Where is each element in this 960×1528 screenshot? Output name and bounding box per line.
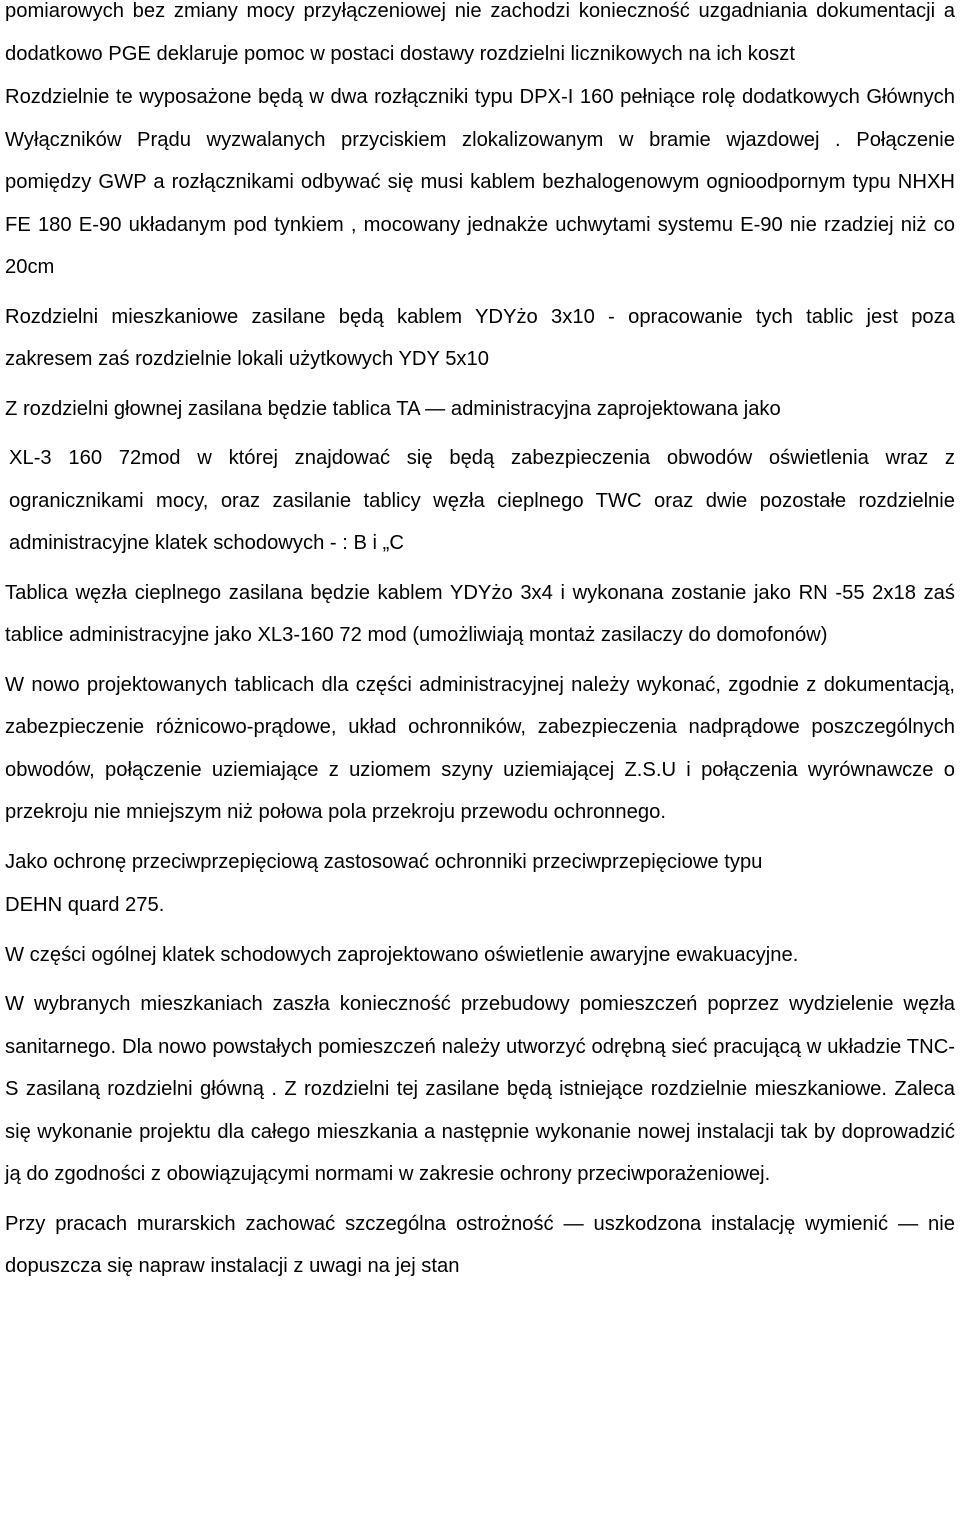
paragraph-heat-node-board: Tablica węzła cieplnego zasilana będzie kablem YDYżo 3x4 i wykonana zostanie jako RN -55 2x18 zaś tablice administracyjne jako XL3-160 72 mod (umożliwiają montaż zasilaczy do domofonów) <box>5 581 955 646</box>
paragraph-masonry-works: Przy pracach murarskich zachować szczególna ostrożność — uszkodzona instalację wymienić — nie dopuszcza się napraw instalacji z uwagi na jej stan <box>5 1212 955 1277</box>
paragraph-apartment-boards: Rozdzielni mieszkaniowe zasilane będą kablem YDYżo 3x10 - opracowanie tych tablic jest poza zakresem zaś rozdzielnie lokali użytkowych YDY 5x10 <box>5 305 955 370</box>
paragraph-pge-measurement: pomiarowych bez zmiany mocy przyłączeniowej nie zachodzi konieczność uzgadniania dokumentacji a dodatkowo PGE deklaruje pomoc w postaci dostawy rozdzielni licznikowych na ich koszt <box>5 0 955 65</box>
paragraph-apartment-rebuild: W wybranych mieszkaniach zaszła konieczność przebudowy pomieszczeń poprzez wydzielenie węzła sanitarnego. Dla nowo powstałych pomieszczeń należy utworzyć odrębną sieć pracującą w układzie TNC-S zasilaną rozdzielni główną . Z rozdzielni tej zasilane będą istniejące rozdzielnie mieszkaniowe. Zaleca się wykonanie projektu dla całego mieszkania a następnie wykonanie nowej instalacji tak by doprowadzić ją do zgodności z obowiązującymi normami w zakresie ochrony przeciwporażeniowej. <box>5 993 955 1185</box>
paragraph-surge-protection: Jako ochronę przeciwprzepięciową zastosować ochronniki przeciwprzepięciowe typu <box>5 850 763 873</box>
paragraph-admin-boards-protection: W nowo projektowanych tablicach dla części administracyjnej należy wykonać, zgodnie z dokumentacją, zabezpieczenie różnicowo-prądowe, układ ochronników, zabezpieczenia nadprądowe poszczególnych obwodów, połączenie uziemiające z uziomem szyny uziemiającej Z.S.U i połączenia wyrównawcze o przekroju nie mniejszym niż połowa pola przekroju przewodu ochronnego. <box>5 673 955 823</box>
paragraph-dehn-guard: DEHN quard 275. <box>5 894 165 916</box>
paragraph-main-board-ta: Z rozdzielni głownej zasilana będzie tablica TA — administracyjna zaprojektowana jako <box>5 397 781 420</box>
paragraph-switch-disconnectors: Rozdzielnie te wyposażone będą w dwa rozłączniki typu DPX-I 160 pełniące rolę dodatkowych Głównych Wyłączników Prądu wyzwalanych przyciskiem zlokalizowanym w bramie wjazdowej . Połączenie pomiędzy GWP a rozłącznikami odbywać się musi kablem bezhalogenowym ognioodpornym typu NHXH FE 180 E-90 układanym pod tynkiem , mocowany jednakże uchwytami systemu E-90 nie rzadziej niż co 20cm <box>5 86 955 278</box>
paragraph-xl3-board: XL-3 160 72mod w której znajdować się będą zabezpieczenia obwodów oświetlenia wraz z ogranicznikami mocy, oraz zasilanie tablicy węzła cieplnego TWC oraz dwie pozostałe rozdzielnie administracyjne klatek schodowych - : B i „C <box>9 447 955 554</box>
paragraph-emergency-lighting: W części ogólnej klatek schodowych zaprojektowano oświetlenie awaryjne ewakuacyjne. <box>5 943 799 966</box>
